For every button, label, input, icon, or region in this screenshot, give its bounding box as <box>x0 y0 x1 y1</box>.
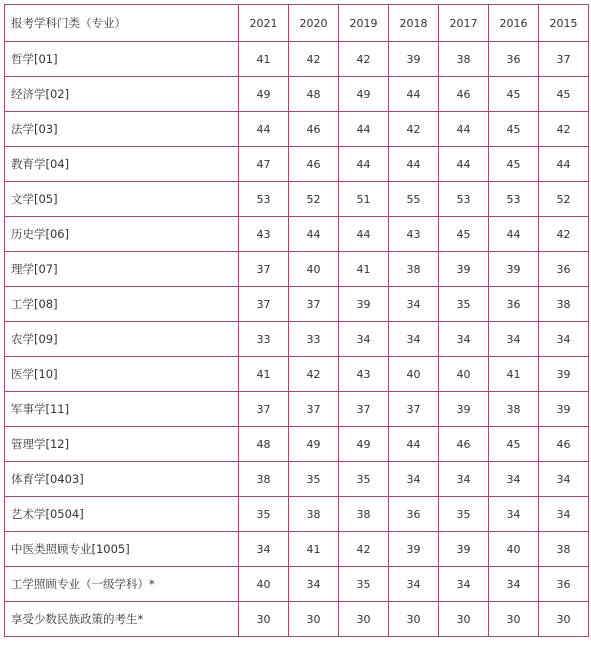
score-cell: 30 <box>239 602 289 637</box>
score-cell: 45 <box>489 112 539 147</box>
table-row <box>5 567 589 602</box>
subject-name-cell: 管理学[12] <box>5 427 239 462</box>
score-cell: 38 <box>539 532 589 567</box>
score-cell: 43 <box>239 217 289 252</box>
score-cell: 34 <box>389 567 439 602</box>
score-cell: 44 <box>389 77 439 112</box>
score-cell: 44 <box>489 217 539 252</box>
score-cell: 33 <box>239 322 289 357</box>
score-cell: 46 <box>289 147 339 182</box>
score-cell: 34 <box>489 322 539 357</box>
score-cell: 39 <box>389 532 439 567</box>
table-row <box>5 392 589 427</box>
score-cell: 36 <box>539 567 589 602</box>
score-cell: 41 <box>239 357 289 392</box>
score-cell: 44 <box>539 147 589 182</box>
score-cell: 48 <box>289 77 339 112</box>
score-cell: 44 <box>439 147 489 182</box>
score-cell: 30 <box>339 602 389 637</box>
score-cell: 34 <box>489 567 539 602</box>
score-cell: 49 <box>339 77 389 112</box>
header-year: 2017 <box>439 5 489 42</box>
table-row <box>5 182 589 217</box>
score-cell: 34 <box>439 322 489 357</box>
table-row <box>5 427 589 462</box>
score-cell: 49 <box>339 427 389 462</box>
score-cell: 44 <box>339 147 389 182</box>
score-cell: 44 <box>289 217 339 252</box>
score-cell: 39 <box>439 392 489 427</box>
subject-name-cell: 享受少数民族政策的考生* <box>5 602 239 637</box>
subject-name-cell: 农学[09] <box>5 322 239 357</box>
score-cell: 30 <box>389 602 439 637</box>
score-cell: 35 <box>339 567 389 602</box>
score-cell: 35 <box>439 497 489 532</box>
score-cell: 49 <box>289 427 339 462</box>
score-cell: 38 <box>339 497 389 532</box>
score-cell: 45 <box>439 217 489 252</box>
score-cell: 35 <box>289 462 339 497</box>
score-cell: 37 <box>239 392 289 427</box>
header-year: 2018 <box>389 5 439 42</box>
score-cell: 34 <box>439 567 489 602</box>
score-cell: 36 <box>489 287 539 322</box>
score-cell: 34 <box>539 322 589 357</box>
score-cell: 41 <box>489 357 539 392</box>
score-cell: 42 <box>289 357 339 392</box>
score-cell: 37 <box>239 252 289 287</box>
score-cell: 38 <box>539 287 589 322</box>
score-cell: 34 <box>439 462 489 497</box>
score-cell: 44 <box>339 112 389 147</box>
table-row <box>5 252 589 287</box>
score-cell: 37 <box>289 287 339 322</box>
table-row <box>5 357 589 392</box>
score-cell: 44 <box>339 217 389 252</box>
score-cell: 37 <box>289 392 339 427</box>
subject-name-cell: 哲学[01] <box>5 42 239 77</box>
score-cell: 34 <box>239 532 289 567</box>
subject-name-cell: 历史学[06] <box>5 217 239 252</box>
subject-name-cell: 教育学[04] <box>5 147 239 182</box>
score-cell: 48 <box>239 427 289 462</box>
score-cell: 35 <box>439 287 489 322</box>
header-year: 2015 <box>539 5 589 42</box>
score-cell: 37 <box>389 392 439 427</box>
score-cell: 40 <box>289 252 339 287</box>
score-cell: 41 <box>339 252 389 287</box>
score-cell: 41 <box>289 532 339 567</box>
score-table-container <box>4 4 589 637</box>
subject-name-cell: 艺术学[0504] <box>5 497 239 532</box>
score-cell: 43 <box>389 217 439 252</box>
header-subject-category: 报考学科门类（专业） <box>5 5 239 42</box>
score-cell: 40 <box>389 357 439 392</box>
table-row <box>5 602 589 637</box>
score-cell: 44 <box>389 147 439 182</box>
score-cell: 46 <box>439 427 489 462</box>
score-cell: 47 <box>239 147 289 182</box>
table-row <box>5 322 589 357</box>
score-cell: 43 <box>339 357 389 392</box>
score-cell: 36 <box>539 252 589 287</box>
score-cell: 36 <box>489 42 539 77</box>
score-cell: 34 <box>289 567 339 602</box>
table-row <box>5 147 589 182</box>
score-cell: 52 <box>539 182 589 217</box>
subject-name-cell: 工学照顾专业（一级学科）* <box>5 567 239 602</box>
subject-name-cell: 中医类照顾专业[1005] <box>5 532 239 567</box>
subject-name-cell: 法学[03] <box>5 112 239 147</box>
header-year: 2016 <box>489 5 539 42</box>
score-cell: 34 <box>389 462 439 497</box>
table-row <box>5 77 589 112</box>
score-cell: 49 <box>239 77 289 112</box>
score-cell: 46 <box>289 112 339 147</box>
score-cell: 45 <box>489 147 539 182</box>
subject-name-cell: 医学[10] <box>5 357 239 392</box>
score-cell: 30 <box>489 602 539 637</box>
score-cell: 39 <box>539 392 589 427</box>
score-cell: 38 <box>439 42 489 77</box>
table-header-row <box>5 5 589 42</box>
score-cell: 34 <box>489 462 539 497</box>
score-cell: 45 <box>539 77 589 112</box>
score-cell: 40 <box>439 357 489 392</box>
score-cell: 51 <box>339 182 389 217</box>
score-cell: 45 <box>489 77 539 112</box>
score-cell: 53 <box>439 182 489 217</box>
subject-name-cell: 经济学[02] <box>5 77 239 112</box>
subject-name-cell: 军事学[11] <box>5 392 239 427</box>
score-cell: 45 <box>489 427 539 462</box>
score-cell: 34 <box>389 322 439 357</box>
header-year: 2019 <box>339 5 389 42</box>
score-cell: 34 <box>489 497 539 532</box>
score-cell: 55 <box>389 182 439 217</box>
score-cell: 39 <box>439 532 489 567</box>
header-year: 2021 <box>239 5 289 42</box>
score-cell: 46 <box>439 77 489 112</box>
table-row <box>5 42 589 77</box>
score-cell: 30 <box>289 602 339 637</box>
score-cell: 33 <box>289 322 339 357</box>
score-cell: 42 <box>389 112 439 147</box>
score-cell: 53 <box>489 182 539 217</box>
score-cell: 38 <box>239 462 289 497</box>
score-cell: 42 <box>289 42 339 77</box>
table-row <box>5 217 589 252</box>
score-cell: 39 <box>539 357 589 392</box>
score-cell: 34 <box>539 462 589 497</box>
score-cell: 41 <box>239 42 289 77</box>
score-cell: 53 <box>239 182 289 217</box>
score-cell: 34 <box>339 322 389 357</box>
score-cell: 37 <box>539 42 589 77</box>
table-row <box>5 462 589 497</box>
table-row <box>5 497 589 532</box>
score-cell: 39 <box>489 252 539 287</box>
score-cell: 34 <box>389 287 439 322</box>
score-cell: 30 <box>539 602 589 637</box>
score-cell: 42 <box>339 42 389 77</box>
score-cell: 38 <box>389 252 439 287</box>
table-row <box>5 112 589 147</box>
subject-name-cell: 理学[07] <box>5 252 239 287</box>
score-cell: 35 <box>239 497 289 532</box>
score-cell: 44 <box>239 112 289 147</box>
score-cell: 44 <box>389 427 439 462</box>
score-cell: 52 <box>289 182 339 217</box>
score-cell: 35 <box>339 462 389 497</box>
score-table <box>4 4 589 637</box>
score-cell: 44 <box>439 112 489 147</box>
score-cell: 38 <box>289 497 339 532</box>
score-cell: 42 <box>339 532 389 567</box>
score-cell: 39 <box>389 42 439 77</box>
subject-name-cell: 文学[05] <box>5 182 239 217</box>
score-cell: 37 <box>339 392 389 427</box>
score-cell: 39 <box>439 252 489 287</box>
table-row <box>5 532 589 567</box>
score-cell: 34 <box>539 497 589 532</box>
table-row <box>5 287 589 322</box>
subject-name-cell: 工学[08] <box>5 287 239 322</box>
header-year: 2020 <box>289 5 339 42</box>
score-cell: 38 <box>489 392 539 427</box>
score-cell: 37 <box>239 287 289 322</box>
score-cell: 40 <box>239 567 289 602</box>
score-cell: 42 <box>539 112 589 147</box>
score-cell: 30 <box>439 602 489 637</box>
score-cell: 40 <box>489 532 539 567</box>
score-cell: 42 <box>539 217 589 252</box>
score-cell: 36 <box>389 497 439 532</box>
score-table-body <box>5 5 589 637</box>
score-cell: 46 <box>539 427 589 462</box>
subject-name-cell: 体育学[0403] <box>5 462 239 497</box>
score-cell: 39 <box>339 287 389 322</box>
